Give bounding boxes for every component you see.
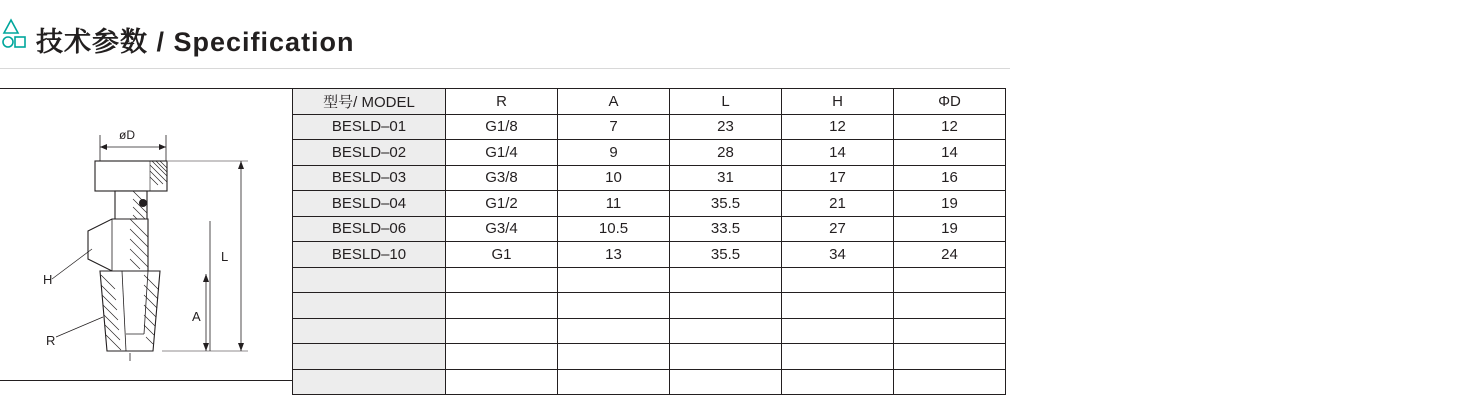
fitting-cross-section-drawing <box>0 88 292 381</box>
cell-a: 11 <box>558 191 670 217</box>
cell-a <box>558 369 670 395</box>
cell-r <box>446 344 558 370</box>
cell-model: BESLD–10 <box>293 242 446 268</box>
cell-a <box>558 318 670 344</box>
cell-model <box>293 318 446 344</box>
cell-l: 33.5 <box>670 216 782 242</box>
cell-a: 13 <box>558 242 670 268</box>
table-header-row <box>293 89 1006 115</box>
svg-text:L: L <box>221 249 229 264</box>
specification-panel <box>0 88 1011 384</box>
cell-model <box>293 267 446 293</box>
table-row <box>293 165 1006 191</box>
cell-h: 27 <box>782 216 894 242</box>
table-row <box>293 114 1006 140</box>
svg-text:H: H <box>43 272 53 287</box>
cell-a: 10.5 <box>558 216 670 242</box>
svg-text:A: A <box>192 309 201 324</box>
cell-h: 14 <box>782 140 894 166</box>
cell-h <box>782 369 894 395</box>
cell-l <box>670 318 782 344</box>
cell-d: 14 <box>894 140 1006 166</box>
table-row <box>293 369 1006 395</box>
table-row <box>293 242 1006 268</box>
cell-d <box>894 344 1006 370</box>
cell-r: G1/4 <box>446 140 558 166</box>
cell-model <box>293 293 446 319</box>
cell-h <box>782 293 894 319</box>
column-header-a: A <box>558 89 670 115</box>
cell-model: BESLD–02 <box>293 140 446 166</box>
cell-l <box>670 293 782 319</box>
table-row <box>293 344 1006 370</box>
cell-model: BESLD–04 <box>293 191 446 217</box>
cell-a <box>558 344 670 370</box>
cell-a <box>558 293 670 319</box>
cell-model: BESLD–06 <box>293 216 446 242</box>
cell-d <box>894 369 1006 395</box>
cell-h: 34 <box>782 242 894 268</box>
cell-r: G1/2 <box>446 191 558 217</box>
cell-model: BESLD–03 <box>293 165 446 191</box>
cell-h <box>782 318 894 344</box>
cell-l: 35.5 <box>670 191 782 217</box>
table-row <box>293 216 1006 242</box>
cell-r: G3/4 <box>446 216 558 242</box>
table-row <box>293 140 1006 166</box>
cell-l <box>670 369 782 395</box>
cell-h: 17 <box>782 165 894 191</box>
cell-h <box>782 267 894 293</box>
cell-d: 16 <box>894 165 1006 191</box>
cell-l: 31 <box>670 165 782 191</box>
triangle-circle-square-icon <box>2 18 28 50</box>
page-header <box>0 0 1471 72</box>
cell-model <box>293 344 446 370</box>
cell-l: 35.5 <box>670 242 782 268</box>
cell-model: BESLD–01 <box>293 114 446 140</box>
cell-a: 7 <box>558 114 670 140</box>
cell-d: 12 <box>894 114 1006 140</box>
page-title: 技术参数 / Specification <box>36 27 355 57</box>
cell-model <box>293 369 446 395</box>
table-row <box>293 191 1006 217</box>
cell-d <box>894 267 1006 293</box>
column-header-r: R <box>446 89 558 115</box>
cell-h: 21 <box>782 191 894 217</box>
cell-d <box>894 318 1006 344</box>
header-divider <box>0 68 1010 69</box>
cell-a <box>558 267 670 293</box>
cell-l <box>670 267 782 293</box>
table-row <box>293 267 1006 293</box>
cell-r <box>446 293 558 319</box>
cell-d <box>894 293 1006 319</box>
cell-r <box>446 318 558 344</box>
table-row <box>293 318 1006 344</box>
cell-h: 12 <box>782 114 894 140</box>
column-header-h: H <box>782 89 894 115</box>
column-header-l: L <box>670 89 782 115</box>
svg-text:øD: øD <box>119 128 135 142</box>
table-row <box>293 293 1006 319</box>
cell-l <box>670 344 782 370</box>
cell-d: 19 <box>894 191 1006 217</box>
cell-r: G3/8 <box>446 165 558 191</box>
svg-text:R: R <box>46 333 56 348</box>
cell-r: G1/8 <box>446 114 558 140</box>
cell-h <box>782 344 894 370</box>
cell-r <box>446 369 558 395</box>
cell-a: 10 <box>558 165 670 191</box>
column-header-d: ΦD <box>894 89 1006 115</box>
cell-a: 9 <box>558 140 670 166</box>
cell-r: G1 <box>446 242 558 268</box>
cell-r <box>446 267 558 293</box>
specification-table <box>292 88 1006 395</box>
column-header-model: 型号/ MODEL <box>293 89 446 115</box>
cell-l: 23 <box>670 114 782 140</box>
cell-l: 28 <box>670 140 782 166</box>
cell-d: 19 <box>894 216 1006 242</box>
cell-d: 24 <box>894 242 1006 268</box>
